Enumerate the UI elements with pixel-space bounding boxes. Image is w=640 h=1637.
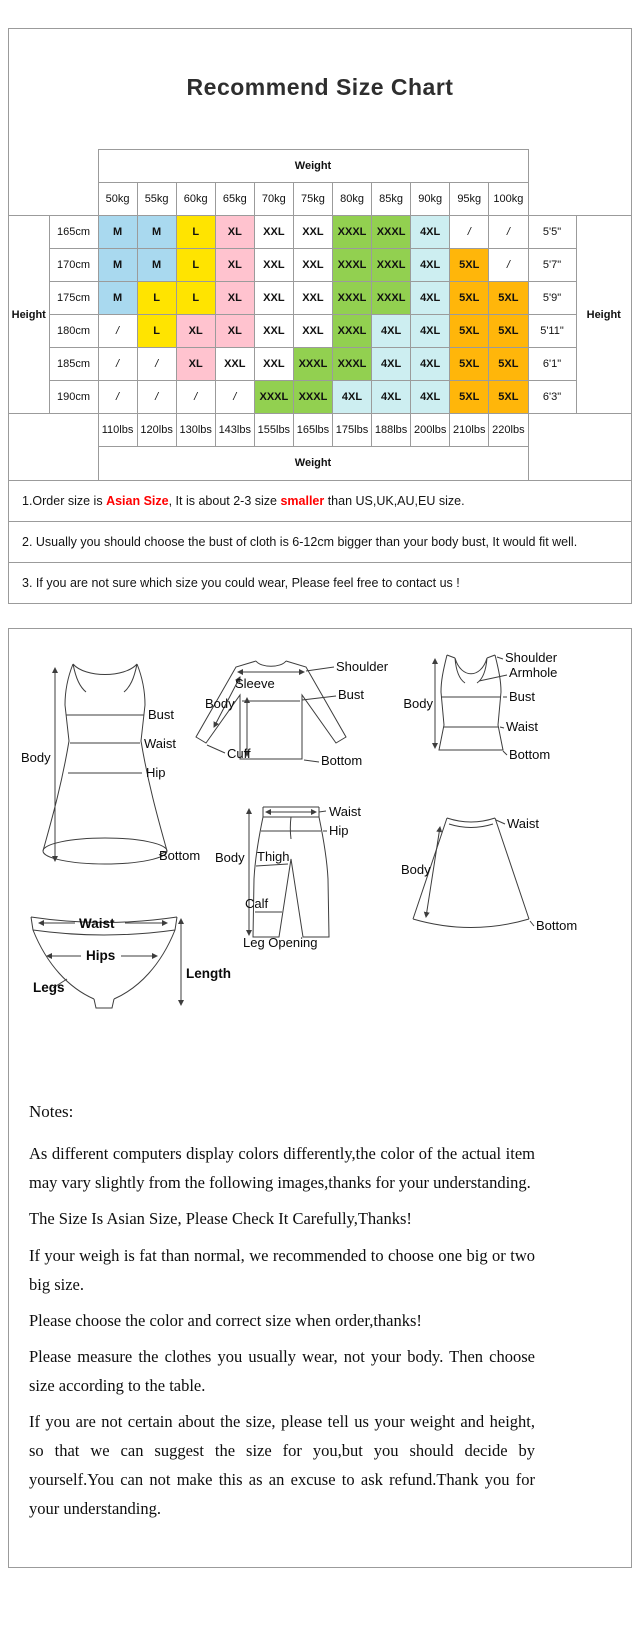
note-paragraph: Please choose the color and correct size when order,thanks! xyxy=(29,1310,422,1330)
vest-bottom-label: Bottom xyxy=(509,746,551,762)
weight-lbs-cell: 188lbs xyxy=(372,414,411,447)
size-cell: 4XL xyxy=(372,348,411,381)
top-shoulder-label: Shoulder xyxy=(336,658,389,674)
size-cell: M xyxy=(137,216,176,249)
size-cell: XXXL xyxy=(372,282,411,315)
size-cell: XXL xyxy=(293,216,332,249)
size-cell: XXXL xyxy=(332,249,371,282)
size-cell: / xyxy=(98,348,137,381)
size-cell: L xyxy=(137,282,176,315)
size-cell: / xyxy=(489,249,528,282)
garment-measurement-diagram xyxy=(9,631,631,1083)
dress-hip-label: Hip xyxy=(146,764,166,780)
asian-size-highlight: Asian Size xyxy=(106,493,169,508)
brief-legs-label: Legs xyxy=(33,979,65,995)
size-cell: XXXL xyxy=(332,216,371,249)
corner-spacer xyxy=(9,447,98,480)
pants-waist-label: Waist xyxy=(329,803,362,819)
size-cell: M xyxy=(137,249,176,282)
pants-thigh-label: Thigh xyxy=(257,848,290,864)
weight-kg-cell: 75kg xyxy=(293,183,332,216)
size-cell: XXXL xyxy=(372,249,411,282)
footnote-1 xyxy=(9,480,631,521)
corner-spacer xyxy=(528,447,631,480)
weight-lbs-cell: 175lbs xyxy=(332,414,371,447)
weight-kg-cell: 70kg xyxy=(254,183,293,216)
size-cell: 5XL xyxy=(489,381,528,414)
pants-outline xyxy=(253,807,329,937)
notes-section xyxy=(9,1083,631,1567)
size-cell: / xyxy=(176,381,215,414)
dress-outline xyxy=(43,664,167,851)
weight-kg-cell: 95kg xyxy=(450,183,489,216)
size-chart-section xyxy=(8,28,632,604)
brief-waist-label: Waist xyxy=(79,915,115,931)
height-ft-cell: 6'1" xyxy=(528,348,576,381)
weight-kg-cell: 55kg xyxy=(137,183,176,216)
size-cell: / xyxy=(215,381,254,414)
pants-hip-label: Hip xyxy=(329,822,349,838)
size-cell: XXXL xyxy=(332,315,371,348)
dress-waist-label: Waist xyxy=(144,735,177,751)
vest-body-label: Body xyxy=(403,695,433,711)
size-cell: XXL xyxy=(254,315,293,348)
size-cell: XL xyxy=(215,282,254,315)
size-cell: 5XL xyxy=(450,348,489,381)
size-cell: / xyxy=(98,315,137,348)
corner-spacer xyxy=(9,414,98,447)
size-cell: L xyxy=(176,282,215,315)
size-cell: M xyxy=(98,216,137,249)
size-cell: 4XL xyxy=(411,381,450,414)
size-cell: XL xyxy=(176,315,215,348)
top-body-label: Body xyxy=(205,695,235,711)
corner-spacer xyxy=(528,183,631,216)
weight-kg-cell: 90kg xyxy=(411,183,450,216)
note-paragraph: As different computers display colors differently,the color of the actual item may vary slightly from the following images,thanks for your understanding. xyxy=(29,1144,535,1193)
vest-outline xyxy=(439,655,503,750)
size-cell: L xyxy=(176,216,215,249)
size-cell: 4XL xyxy=(411,315,450,348)
skirt-bottom-label: Bottom xyxy=(536,917,578,933)
corner-spacer xyxy=(9,150,98,183)
size-cell: XXL xyxy=(293,282,332,315)
pants-calf-label: Calf xyxy=(245,895,269,911)
size-cell: XXXL xyxy=(293,348,332,381)
size-cell: M xyxy=(98,249,137,282)
height-ft-cell: 5'11" xyxy=(528,315,576,348)
height-ft-cell: 5'7" xyxy=(528,249,576,282)
weight-lbs-cell: 165lbs xyxy=(293,414,332,447)
size-cell: XXL xyxy=(254,282,293,315)
vest-bust-label: Bust xyxy=(509,688,536,704)
size-cell: XXL xyxy=(254,216,293,249)
dress-diagram xyxy=(21,664,200,864)
size-chart-table xyxy=(9,149,631,480)
height-cm-cell: 180cm xyxy=(49,315,98,348)
vest-measure-lines xyxy=(435,657,507,755)
height-cm-cell: 190cm xyxy=(49,381,98,414)
corner-spacer xyxy=(528,150,631,183)
size-cell: XXXL xyxy=(254,381,293,414)
size-cell: 5XL xyxy=(450,282,489,315)
size-cell: L xyxy=(137,315,176,348)
size-cell: 5XL xyxy=(489,282,528,315)
size-cell: 5XL xyxy=(489,348,528,381)
note-paragraph: The Size Is Asian Size, Please Check It Carefully,Thanks! xyxy=(29,1209,412,1229)
size-cell: 5XL xyxy=(489,315,528,348)
footnote-1-text: 1.Order size is Asian Size, It is about 2-3 size smaller than US,UK,AU,EU size. xyxy=(22,493,465,508)
size-cell: XXXL xyxy=(372,216,411,249)
size-cell: L xyxy=(176,249,215,282)
size-cell: XL xyxy=(176,348,215,381)
dress-bust-label: Bust xyxy=(148,706,175,722)
corner-spacer xyxy=(9,183,98,216)
footnote-2: 2. Usually you should choose the bust of cloth is 6-12cm bigger than your body bust, It would fit well. xyxy=(9,521,631,562)
weight-lbs-cell: 200lbs xyxy=(411,414,450,447)
height-cm-cell: 175cm xyxy=(49,282,98,315)
dress-body-label: Body xyxy=(21,749,51,765)
note-paragraph: If you are not certain about the size, please tell us your weight and height, so that we can suggest the size for you,but you should decide by yourself.You can not make this as an excuse to ask refund.Thank you for your understanding. xyxy=(29,1411,535,1518)
weight-kg-cell: 50kg xyxy=(98,183,137,216)
top-bust-label: Bust xyxy=(338,686,365,702)
size-cell: 5XL xyxy=(450,381,489,414)
height-cm-cell: 165cm xyxy=(49,216,98,249)
top-sleeve-label: Sleeve xyxy=(235,675,275,691)
size-cell: XXL xyxy=(254,249,293,282)
size-cell: / xyxy=(450,216,489,249)
skirt-measure-lines xyxy=(426,820,534,926)
height-label-right: Height xyxy=(576,216,631,414)
size-cell: XXL xyxy=(254,348,293,381)
height-cm-cell: 185cm xyxy=(49,348,98,381)
weight-lbs-cell: 130lbs xyxy=(176,414,215,447)
weight-kg-cell: 85kg xyxy=(372,183,411,216)
size-cell: 4XL xyxy=(411,282,450,315)
dress-hem xyxy=(43,838,167,864)
height-cm-cell: 170cm xyxy=(49,249,98,282)
smaller-highlight: smaller xyxy=(280,493,325,508)
note-paragraph: Please measure the clothes you usually wear, not your body. Then choose size according to the table. xyxy=(29,1346,535,1395)
weight-lbs-cell: 143lbs xyxy=(215,414,254,447)
brief-length-label: Length xyxy=(186,965,231,981)
pants-leg-opening-label: Leg Opening xyxy=(243,934,318,950)
height-ft-cell: 6'3" xyxy=(528,381,576,414)
top-bottom-label: Bottom xyxy=(321,752,363,768)
size-cell: XL xyxy=(215,249,254,282)
weight-lbs-cell: 220lbs xyxy=(489,414,528,447)
skirt-body-label: Body xyxy=(401,861,431,877)
vest-armhole-label: Armhole xyxy=(509,664,558,680)
chart-title: Recommend Size Chart xyxy=(186,74,454,100)
top-diagram xyxy=(196,659,389,768)
weight-kg-cell: 80kg xyxy=(332,183,371,216)
vest-shoulder-label: Shoulder xyxy=(505,649,558,665)
size-cell: 4XL xyxy=(411,249,450,282)
size-cell: 4XL xyxy=(332,381,371,414)
dress-bottom-label: Bottom xyxy=(159,847,201,863)
height-ft-cell: 5'9" xyxy=(528,282,576,315)
size-cell: XXXL xyxy=(332,348,371,381)
weight-kg-cell: 60kg xyxy=(176,183,215,216)
brief-diagram xyxy=(31,916,231,1008)
size-cell: XXXL xyxy=(293,381,332,414)
size-cell: XL xyxy=(215,216,254,249)
measurement-diagram-section xyxy=(8,628,632,1568)
vest-waist-label: Waist xyxy=(506,718,539,734)
weight-lbs-cell: 120lbs xyxy=(137,414,176,447)
weight-lbs-cell: 210lbs xyxy=(450,414,489,447)
size-cell: M xyxy=(98,282,137,315)
size-cell: 5XL xyxy=(450,315,489,348)
vest-diagram xyxy=(403,650,557,762)
size-cell: 4XL xyxy=(372,315,411,348)
skirt-diagram xyxy=(401,816,577,933)
size-cell: XXL xyxy=(293,315,332,348)
size-cell: XXXL xyxy=(332,282,371,315)
size-cell: XL xyxy=(215,315,254,348)
size-cell: / xyxy=(98,381,137,414)
height-ft-cell: 5'5" xyxy=(528,216,576,249)
size-cell: XXL xyxy=(293,249,332,282)
weight-header-top: Weight xyxy=(98,150,528,183)
weight-lbs-cell: 110lbs xyxy=(98,414,137,447)
pants-body-label: Body xyxy=(215,849,245,865)
size-cell: 4XL xyxy=(372,381,411,414)
top-cuff-label: Cuff xyxy=(227,745,251,761)
weight-kg-cell: 65kg xyxy=(215,183,254,216)
size-table-body xyxy=(9,150,631,480)
skirt-waist-label: Waist xyxy=(507,815,540,831)
weight-header-bottom: Weight xyxy=(98,447,528,480)
size-cell: / xyxy=(137,381,176,414)
pants-diagram xyxy=(215,804,361,950)
size-cell: 4XL xyxy=(411,348,450,381)
weight-lbs-cell: 155lbs xyxy=(254,414,293,447)
corner-spacer xyxy=(528,414,631,447)
size-cell: / xyxy=(137,348,176,381)
footnote-3: 3. If you are not sure which size you could wear, Please feel free to contact us ! xyxy=(9,562,631,603)
size-cell: XXL xyxy=(215,348,254,381)
size-cell: / xyxy=(489,216,528,249)
brief-hips-label: Hips xyxy=(86,947,116,963)
size-cell: 5XL xyxy=(450,249,489,282)
height-label-left: Height xyxy=(9,216,49,414)
note-paragraph: If your weigh is fat than normal, we recommended to choose one big or two big size. xyxy=(29,1245,535,1294)
weight-kg-cell: 100kg xyxy=(489,183,528,216)
notes-heading: Notes: xyxy=(29,1101,74,1121)
size-cell: 4XL xyxy=(411,216,450,249)
